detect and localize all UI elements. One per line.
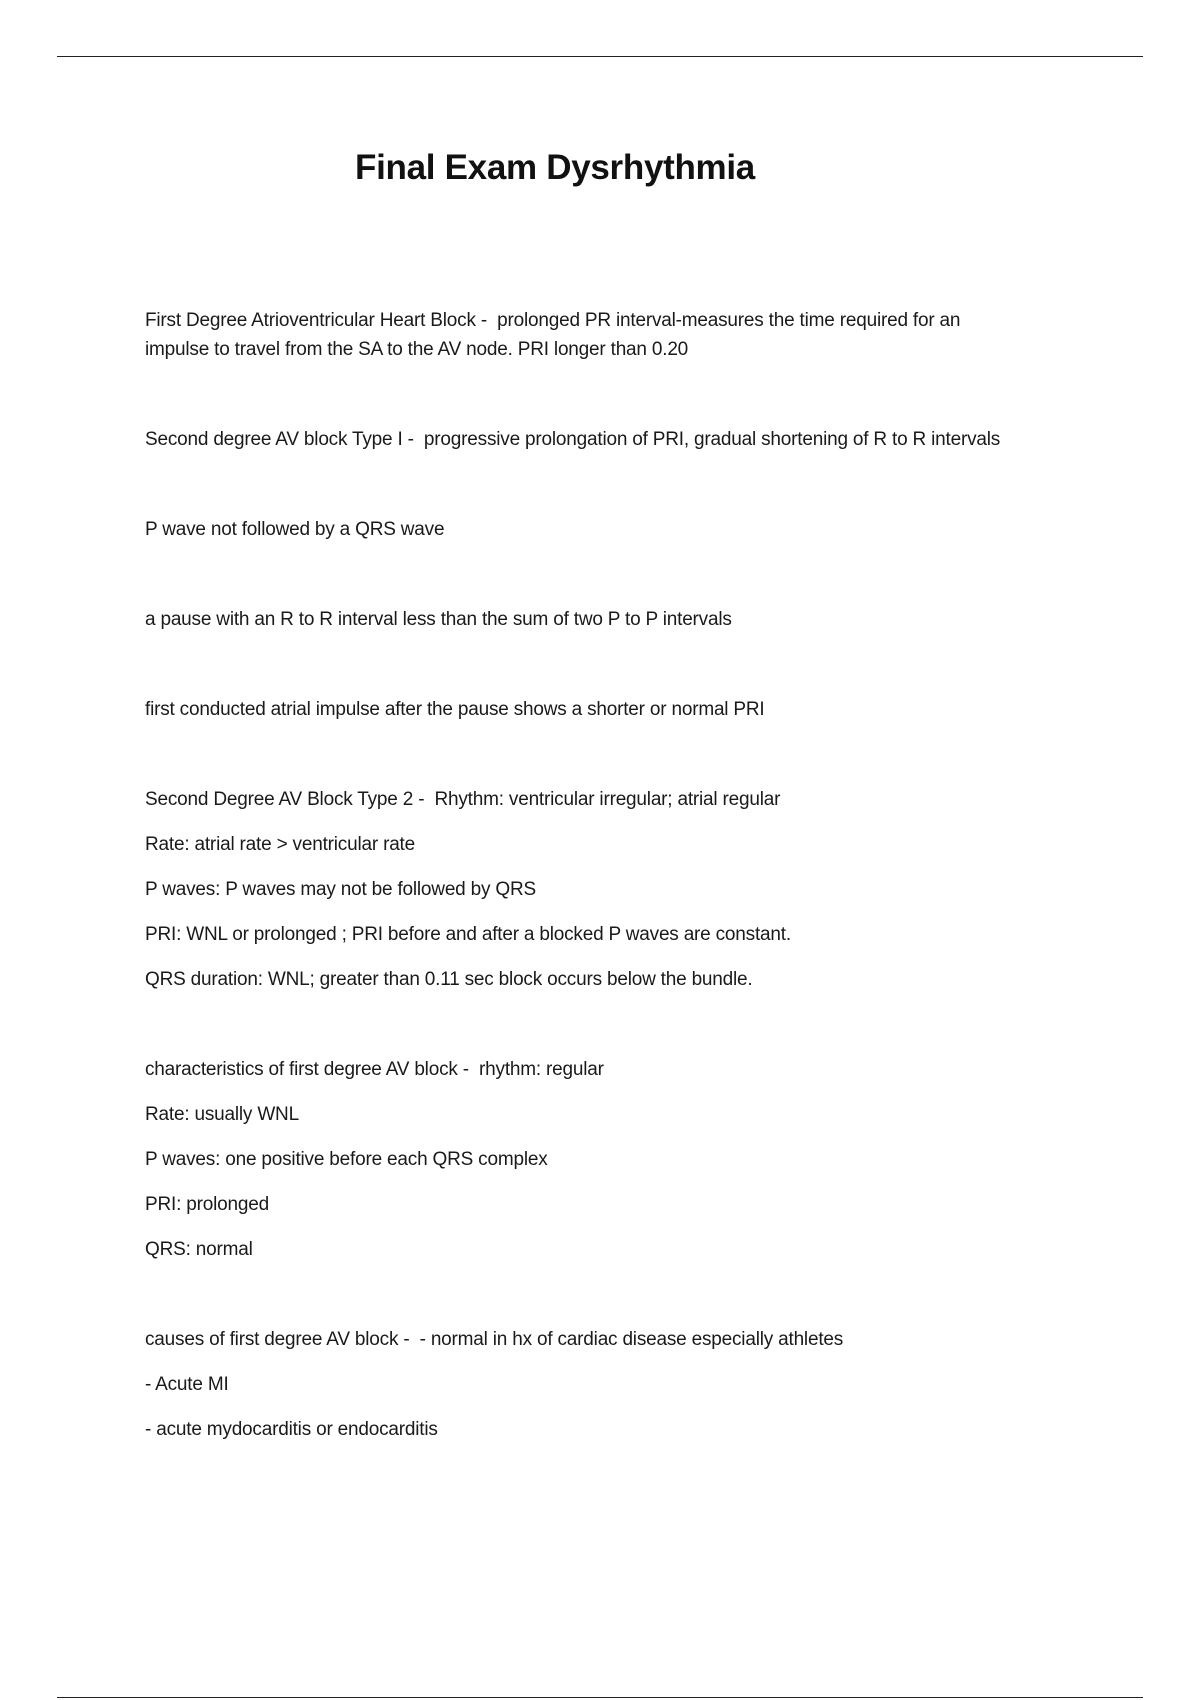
entry-first-degree-block: [145, 306, 1080, 364]
entry-p-wave-not-followed: [145, 515, 1080, 544]
text-line: Rate: usually WNL: [145, 1104, 299, 1125]
text-line: causes of first degree AV block - - normal in hx of cardiac disease especially athletes: [145, 1329, 844, 1350]
entry-first-conducted-impulse: [145, 695, 1080, 724]
entry-first-degree-characteristics: [145, 1055, 1080, 1264]
text-line: a pause with an R to R interval less than the sum of two P to P intervals: [145, 609, 732, 630]
text-line: Second degree AV block Type I - progressive prolongation of PRI, gradual shortening of R to R intervals: [145, 429, 1001, 450]
entry-second-degree-type-2: [145, 785, 1080, 994]
text-line: impulse to travel from the SA to the AV node. PRI longer than 0.20: [145, 339, 689, 360]
text-line: PRI: prolonged: [145, 1194, 269, 1215]
text-line: Rate: atrial rate > ventricular rate: [145, 834, 416, 855]
text-line: PRI: WNL or prolonged ; PRI before and after a blocked P waves are constant.: [145, 924, 791, 945]
document-body: [145, 306, 1080, 1444]
text-line: first conducted atrial impulse after the pause shows a shorter or normal PRI: [145, 699, 765, 720]
text-line: First Degree Atrioventricular Heart Block - prolonged PR interval-measures the time required for an: [145, 310, 961, 331]
text-line: characteristics of first degree AV block - rhythm: regular: [145, 1059, 604, 1080]
text-line: P waves: P waves may not be followed by QRS: [145, 879, 536, 900]
text-line: P waves: one positive before each QRS complex: [145, 1149, 548, 1170]
text-line: QRS duration: WNL; greater than 0.11 sec block occurs below the bundle.: [145, 969, 753, 990]
top-rule: [57, 56, 1143, 57]
document-title: Final Exam Dysrhythmia: [355, 148, 755, 187]
bottom-rule: [57, 1697, 1143, 1698]
text-line: - acute mydocarditis or endocarditis: [145, 1419, 438, 1440]
text-line: - Acute MI: [145, 1374, 229, 1395]
entry-second-degree-type-1: [145, 425, 1080, 454]
text-line: Second Degree AV Block Type 2 - Rhythm: ventricular irregular; atrial regular: [145, 789, 781, 810]
entry-first-degree-causes: [145, 1325, 1080, 1444]
text-line: P wave not followed by a QRS wave: [145, 519, 445, 540]
entry-pause-rr-interval: [145, 605, 1080, 634]
text-line: QRS: normal: [145, 1239, 253, 1260]
